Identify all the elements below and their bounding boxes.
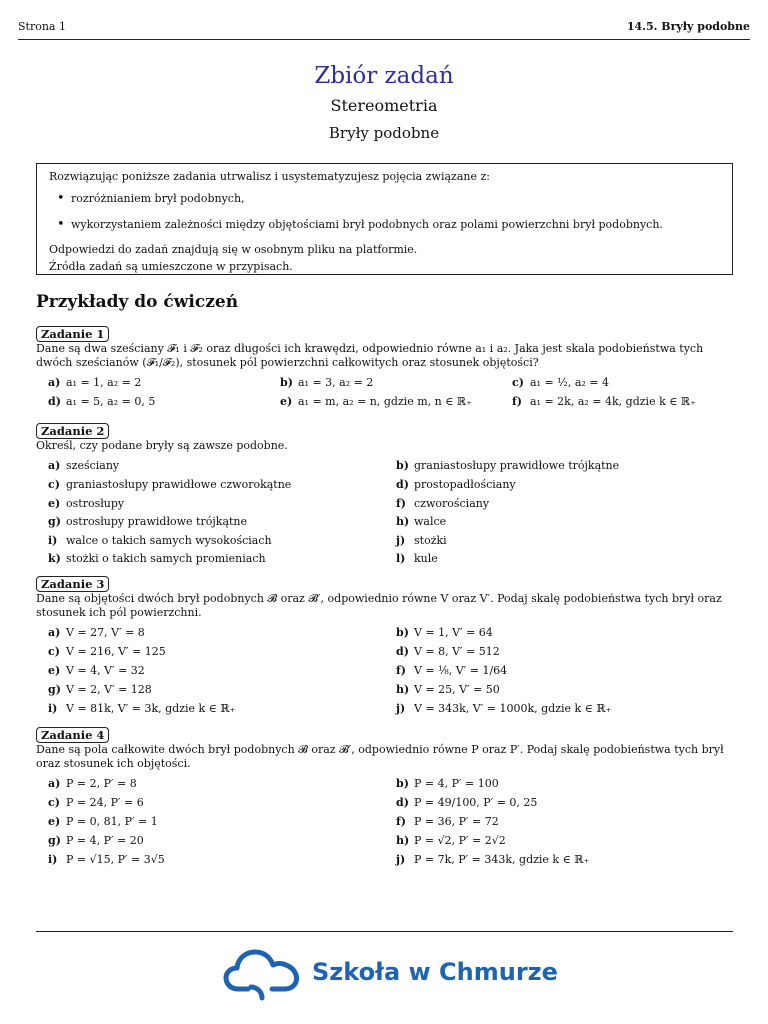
- footer-divider: [36, 931, 733, 932]
- task-option: d) prostopadłościany: [396, 478, 516, 492]
- task-option: h) V = 25, V′ = 50: [396, 683, 500, 697]
- task-option: b) V = 1, V′ = 64: [396, 626, 493, 640]
- task-option: j) V = 343k, V′ = 1000k, gdzie k ∈ ℝ₊: [396, 702, 612, 716]
- task-label: Zadanie 1: [36, 326, 109, 342]
- intro-box: [36, 163, 733, 275]
- task-option: b) P = 4, P′ = 100: [396, 777, 499, 791]
- task-option: j) P = 7k, P′ = 343k, gdzie k ∈ ℝ₊: [396, 853, 590, 867]
- task-option: e) V = 4, V′ = 32: [48, 664, 145, 678]
- task-option: d) V = 8, V′ = 512: [396, 645, 500, 659]
- task-option: a) P = 2, P′ = 8: [48, 777, 137, 791]
- task-option: a) V = 27, V′ = 8: [48, 626, 145, 640]
- intro-note: Źródła zadań są umieszczone w przypisach.: [49, 260, 293, 274]
- task-option: i) V = 81k, V′ = 3k, gdzie k ∈ ℝ₊: [48, 702, 236, 716]
- task-option: e) P = 0, 81, P′ = 1: [48, 815, 158, 829]
- task-option: b) graniastosłupy prawidłowe trójkątne: [396, 459, 620, 473]
- task-option: c) P = 24, P′ = 6: [48, 796, 144, 810]
- task-options: [36, 459, 736, 579]
- task-options: [36, 376, 736, 416]
- task-options: [36, 626, 736, 726]
- task-label: Zadanie 2: [36, 423, 109, 439]
- document-subtitle: Stereometria: [330, 96, 438, 115]
- task-option: h) P = √2, P′ = 2√2: [396, 834, 506, 848]
- document-title: Zbiór zadań: [314, 63, 454, 89]
- task-option: e) a₁ = m, a₂ = n, gdzie m, n ∈ ℝ₊: [280, 395, 472, 409]
- brand-logo: [222, 945, 558, 1001]
- task-option: g) ostrosłupy prawidłowe trójkątne: [48, 515, 248, 529]
- task-option: a) sześciany: [48, 459, 120, 473]
- intro-note: Odpowiedzi do zadań znajdują się w osobnym pliku na platformie.: [49, 242, 418, 256]
- task-4: [36, 727, 736, 877]
- task-option: j) stożki: [396, 534, 447, 548]
- task-text: Dane są objętości dwóch brył podobnych 𝓑 oraz 𝓑′, odpowiednio równe V oraz V′. Podaj skalę podobieństwa tych brył oraz: [36, 592, 722, 606]
- task-text: Dane są dwa sześciany 𝓕₁ i 𝓕₂ oraz długości ich krawędzi, odpowiednio równe a₁ i a₂. Jaka jest skala podobieństwa tych: [36, 342, 704, 356]
- page-number: Strona 1: [18, 20, 66, 33]
- task-option: f) V = ⅛, V′ = 1/64: [396, 664, 508, 678]
- page-header: [18, 20, 750, 38]
- task-options: [36, 777, 736, 877]
- task-option: f) czworościany: [396, 497, 490, 511]
- task-label: Zadanie 3: [36, 576, 109, 592]
- task-option: i) P = √15, P′ = 3√5: [48, 853, 165, 867]
- intro-lead: Rozwiązując poniższe zadania utrwalisz i usystematyzujesz pojęcia związane z:: [49, 170, 490, 183]
- task-option: a) a₁ = 1, a₂ = 2: [48, 376, 142, 390]
- task-3: [36, 576, 736, 726]
- task-label: Zadanie 4: [36, 727, 109, 743]
- task-option: c) graniastosłupy prawidłowe czworokątne: [48, 478, 292, 492]
- task-text: stosunek ich pól powierzchni.: [36, 606, 202, 620]
- task-option: l) kule: [396, 552, 438, 566]
- section-title: Przykłady do ćwiczeń: [36, 292, 239, 312]
- task-text: Określ, czy podane bryły są zawsze podobne.: [36, 439, 288, 453]
- task-option: f) P = 36, P′ = 72: [396, 815, 499, 829]
- task-option: f) a₁ = 2k, a₂ = 4k, gdzie k ∈ ℝ₊: [512, 395, 696, 409]
- cloud-icon: [222, 945, 302, 1001]
- task-option: h) walce: [396, 515, 447, 529]
- task-2: [36, 423, 736, 579]
- task-text: Dane są pola całkowite dwóch brył podobnych 𝓑 oraz 𝓑′, odpowiednio równe P oraz P′. Podaj skalę podobieństwa tych brył: [36, 743, 724, 757]
- task-option: e) ostrosłupy: [48, 497, 125, 511]
- task-text: oraz stosunek ich objętości.: [36, 757, 191, 771]
- task-option: d) a₁ = 5, a₂ = 0, 5: [48, 395, 156, 409]
- header-divider: [18, 39, 750, 40]
- task-option: i) walce o takich samych wysokościach: [48, 534, 272, 548]
- document-topic: Bryły podobne: [328, 124, 440, 142]
- intro-bullet: • rozróżnianiem brył podobnych,: [57, 192, 720, 206]
- task-option: g) V = 2, V′ = 128: [48, 683, 152, 697]
- intro-list: [57, 192, 720, 232]
- task-option: c) a₁ = ½, a₂ = 4: [512, 376, 610, 390]
- task-option: c) V = 216, V′ = 125: [48, 645, 166, 659]
- task-option: g) P = 4, P′ = 20: [48, 834, 144, 848]
- task-option: b) a₁ = 3, a₂ = 2: [280, 376, 374, 390]
- brand-name: Szkoła w Chmurze: [312, 958, 558, 987]
- task-option: k) stożki o takich samych promieniach: [48, 552, 266, 566]
- task-1: [36, 326, 736, 416]
- task-option: d) P = 49/100, P′ = 0, 25: [396, 796, 538, 810]
- section-name: 14.5. Bryły podobne: [626, 20, 750, 33]
- intro-bullet: • wykorzystaniem zależności między objętościami brył podobnych oraz polami powierzchni brył podobnych.: [57, 218, 720, 232]
- task-text: dwóch sześcianów (𝓕₁/𝓕₂), stosunek pól powierzchni całkowitych oraz stosunek objętości?: [36, 356, 539, 370]
